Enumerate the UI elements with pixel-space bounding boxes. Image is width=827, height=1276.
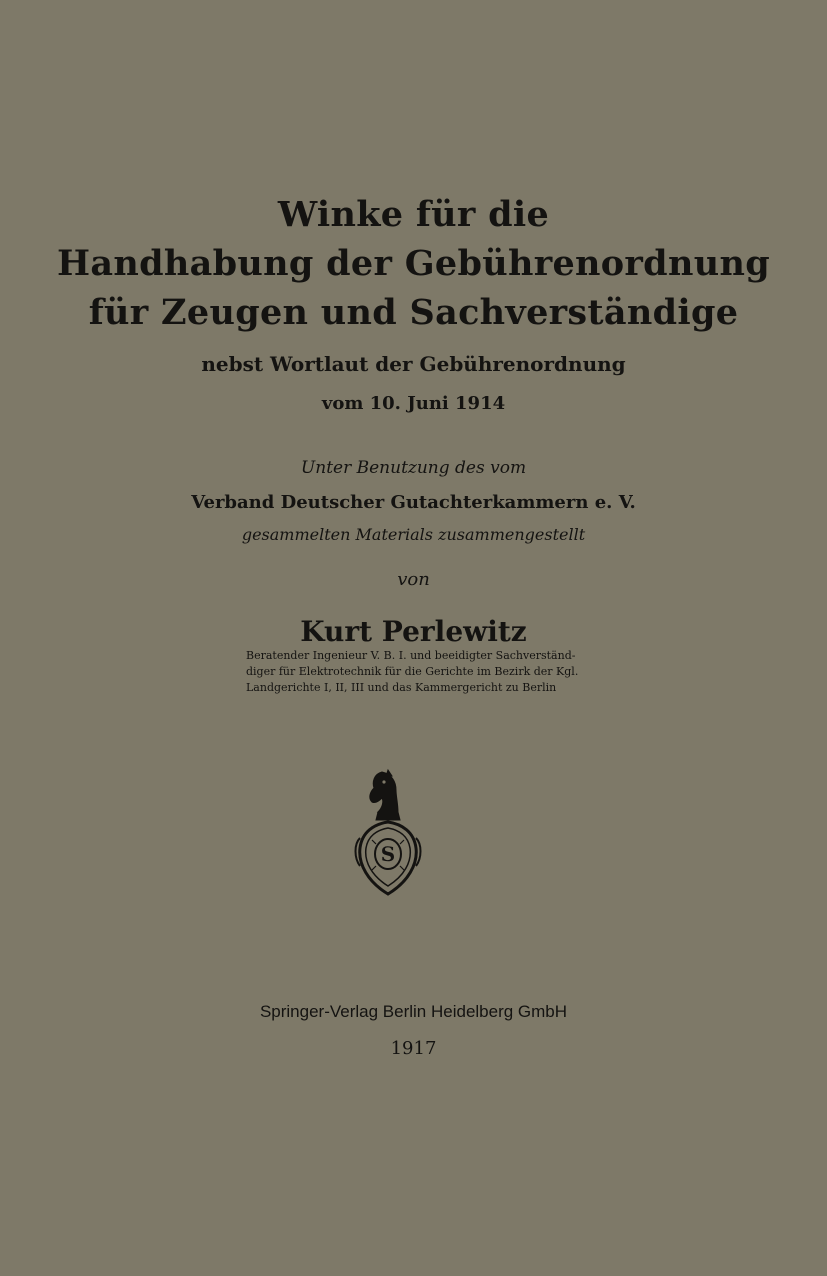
credentials-line-3: Landgerichte I, II, III und das Kammergericht zu Berlin [246, 681, 557, 694]
title-line-2: Handhabung der Gebührenordnung [57, 243, 770, 284]
subtitle: nebst Wortlaut der Gebührenordnung [201, 352, 626, 376]
author-credentials [246, 648, 586, 696]
using-line: Unter Benutzung des vom [300, 458, 527, 478]
title-line-1: Winke für die [277, 194, 550, 235]
title-line-3: für Zeugen und Sachverständige [88, 292, 739, 333]
credentials-line-2: diger für Elektrotechnik für die Gerichte im Bezirk der Kgl. [246, 665, 579, 678]
svg-text:S: S [380, 842, 396, 866]
date-line: vom 10. Juni 1914 [321, 393, 506, 414]
association-line: Verband Deutscher Gutachterkammern e. V. [191, 492, 636, 513]
compiled-line: gesammelten Materials zusammengestellt [241, 525, 586, 544]
publication-year: 1917 [390, 1038, 437, 1059]
author-name: Kurt Perlewitz [300, 615, 527, 648]
credentials-line-1: Beratender Ingenieur V. B. I. und beeidigter Sachverständ- [246, 649, 576, 662]
by-line: von [397, 569, 430, 590]
publisher-name: Springer-Verlag Berlin Heidelberg GmbH [259, 1002, 568, 1021]
publisher-logo-icon [352, 768, 424, 898]
